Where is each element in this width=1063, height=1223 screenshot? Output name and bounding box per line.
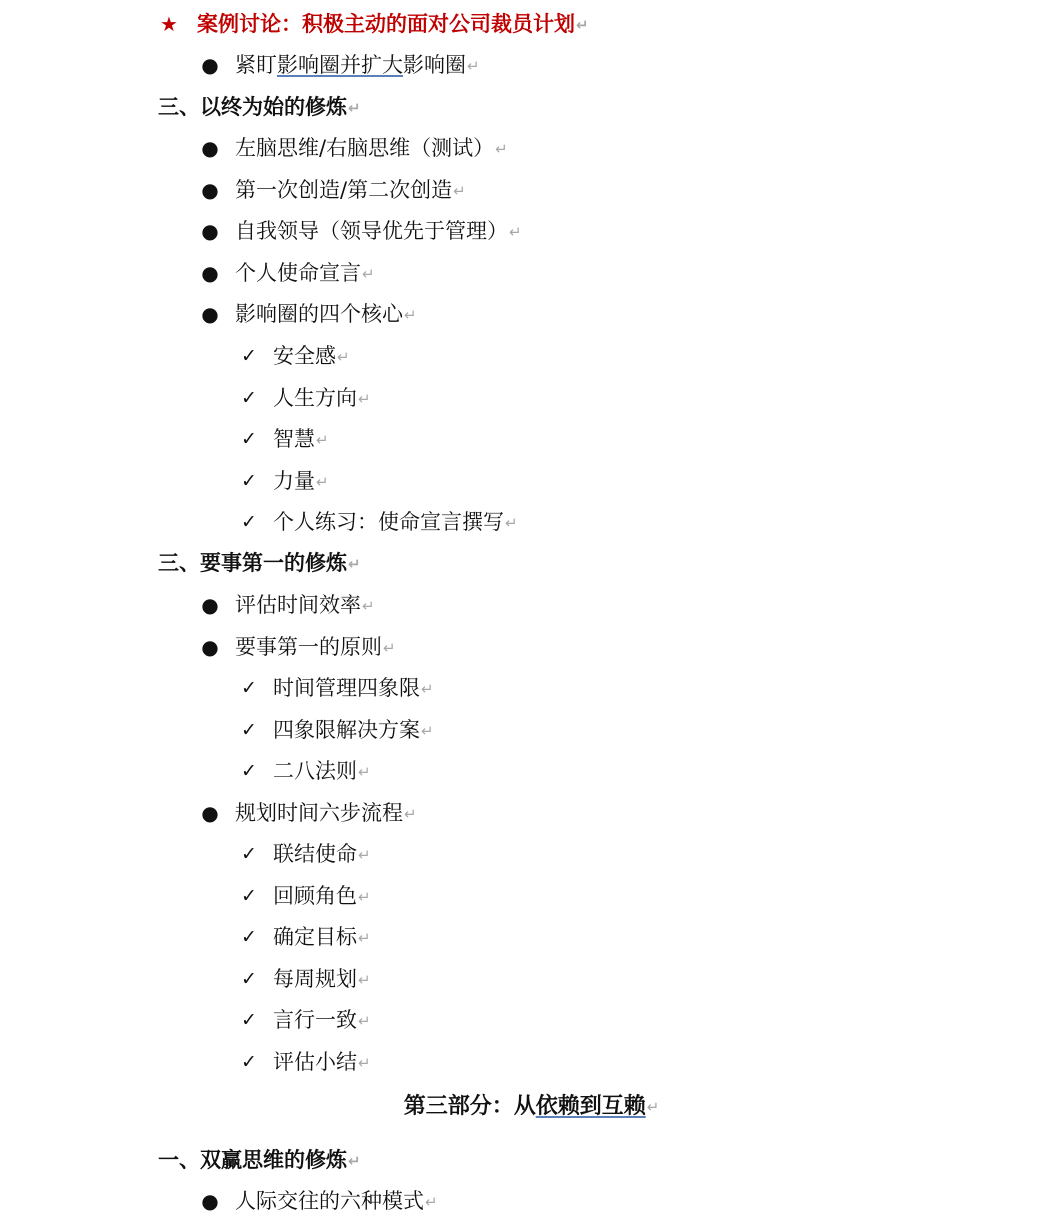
bullet-icon: ● <box>201 634 219 659</box>
part-three-title: 第三部分：从依赖到互赖↵ <box>403 1094 660 1119</box>
item-text: 影响圈的四个核心 <box>235 302 403 326</box>
paragraph-mark-icon: ↵ <box>358 846 371 864</box>
bullet-icon: ● <box>201 53 219 77</box>
paragraph-mark-icon: ↵ <box>453 181 466 200</box>
paragraph-mark-icon: ↵ <box>358 389 371 408</box>
item-text: 评估时间效率 <box>235 593 361 617</box>
item-text: 左脑思维/右脑思维（测试） <box>235 136 495 160</box>
item-text: 时间管理四象限 <box>273 676 420 700</box>
item-text: 个人练习：使命宣言撰写 <box>273 510 504 534</box>
document-page: ★ 案例讨论：积极主动的面对公司裁员计划↵ ● 紧盯影响圈并扩大影响圈↵ 三、以终为始的修炼↵ ● 左脑思维/右脑思维（测试）↵ ● 第一次创造/第二次创造↵ ● 自我领导（领导优先于管理）↵ ● 个人使命宣言↵ ● 影响圈的四个核心↵ ✓ 安全感↵ ✓ 人生方向↵ ✓ 智慧↵ ✓ 力量↵ ✓ 个人练习：使命宣言撰写↵ 三、要事第一的修炼↵ ● 评估时间效率↵ ● 要事第一的原则↵ ✓ 时间管理四象限↵ ✓ 四象限解决方案↵ ✓ 二八法则↵ ● 规划时间六步流程↵ ✓ 联结使命↵ ✓ 回顾角色↵ ✓ 确定目标↵ ✓ 每周规划↵ ✓ 言行一致↵ ✓ 评估小结↵ 第三部分：从依赖到互赖↵ 一、双赢思维的修炼↵ ● 人际交往的六种模式↵ <box>0 0 1063 1223</box>
paragraph-mark-icon: ↵ <box>505 514 518 532</box>
checkmark-icon: ✓ <box>241 884 257 907</box>
checkmark-icon: ✓ <box>241 345 257 367</box>
checkmark-icon: ✓ <box>241 511 257 533</box>
item-text: 确定目标 <box>273 925 357 949</box>
item-text: 四象限解决方案 <box>273 717 420 742</box>
bullet-icon: ● <box>201 801 219 825</box>
item-text: 自我领导（领导优先于管理） <box>235 219 508 243</box>
item-text: 规划时间六步流程 <box>235 801 403 825</box>
paragraph-mark-icon: ↵ <box>646 1098 660 1116</box>
item-text: 联结使命 <box>273 842 357 866</box>
bullet-icon: ● <box>201 177 219 202</box>
bullet-icon: ● <box>201 302 219 326</box>
case-discussion-text: 案例讨论：积极主动的面对公司裁员计划↵ <box>197 12 589 36</box>
paragraph-mark-icon: ↵ <box>495 140 508 158</box>
item-text: 第一次创造/第二次创造 <box>235 177 453 202</box>
item-text: 要事第一的原则 <box>235 634 382 659</box>
item-text: 回顾角色 <box>273 883 357 908</box>
item-text: 人际交往的六种模式 <box>235 1189 424 1213</box>
checkmark-icon: ✓ <box>241 967 257 990</box>
bullet-icon: ● <box>201 1189 219 1213</box>
paragraph-mark-icon: ↵ <box>362 264 375 283</box>
paragraph-mark-icon: ↵ <box>509 223 522 241</box>
checkmark-icon: ✓ <box>241 1009 257 1031</box>
bullet-icon: ● <box>201 593 219 617</box>
paragraph-mark-icon: ↵ <box>348 555 361 573</box>
underlined-text: 影响圈并扩大 <box>277 53 403 77</box>
paragraph-mark-icon: ↵ <box>316 431 329 449</box>
paragraph-mark-icon: ↵ <box>358 1012 371 1030</box>
paragraph-mark-icon: ↵ <box>383 638 396 657</box>
item-text: 每周规划 <box>273 966 357 991</box>
checkmark-icon: ✓ <box>241 843 257 865</box>
bullet-icon: ● <box>201 260 219 285</box>
item-text: 人生方向 <box>273 385 357 410</box>
paragraph-mark-icon: ↵ <box>576 16 589 34</box>
checkmark-icon: ✓ <box>241 1050 257 1073</box>
item-text: 个人使命宣言 <box>235 260 361 285</box>
bullet-icon: ● <box>201 136 219 160</box>
item-text: 二八法则 <box>273 759 357 783</box>
checkmark-icon: ✓ <box>241 760 257 782</box>
item-text: 影响圈 <box>403 53 466 77</box>
star-icon: ★ <box>160 12 178 36</box>
paragraph-mark-icon: ↵ <box>425 1193 438 1211</box>
paragraph-mark-icon: ↵ <box>362 597 375 615</box>
paragraph-mark-icon: ↵ <box>337 348 350 366</box>
paragraph-mark-icon: ↵ <box>358 929 371 947</box>
paragraph-mark-icon: ↵ <box>348 99 361 117</box>
paragraph-mark-icon: ↵ <box>358 763 371 781</box>
paragraph-mark-icon: ↵ <box>316 472 329 491</box>
paragraph-mark-icon: ↵ <box>404 306 417 324</box>
checkmark-icon: ✓ <box>241 386 257 409</box>
paragraph-mark-icon: ↵ <box>348 1152 361 1170</box>
item-text: 安全感 <box>273 344 336 368</box>
item-text: 力量 <box>273 468 315 493</box>
underlined-text: 依赖到互赖 <box>535 1094 646 1119</box>
paragraph-mark-icon: ↵ <box>421 721 434 740</box>
checkmark-icon: ✓ <box>241 469 257 492</box>
paragraph-mark-icon: ↵ <box>358 1053 371 1072</box>
paragraph-mark-icon: ↵ <box>421 680 434 698</box>
paragraph-mark-icon: ↵ <box>404 805 417 823</box>
checkmark-icon: ✓ <box>241 718 257 741</box>
paragraph-mark-icon: ↵ <box>467 57 480 75</box>
checkmark-icon: ✓ <box>241 677 257 699</box>
item-text: 紧盯 <box>235 53 277 77</box>
item-text: 评估小结 <box>273 1049 357 1074</box>
paragraph-mark-icon: ↵ <box>358 970 371 989</box>
checkmark-icon: ✓ <box>241 428 257 450</box>
checkmark-icon: ✓ <box>241 926 257 948</box>
item-text: 智慧 <box>273 427 315 451</box>
bullet-icon: ● <box>201 219 219 243</box>
item-text: 言行一致 <box>273 1008 357 1032</box>
paragraph-mark-icon: ↵ <box>358 887 371 906</box>
